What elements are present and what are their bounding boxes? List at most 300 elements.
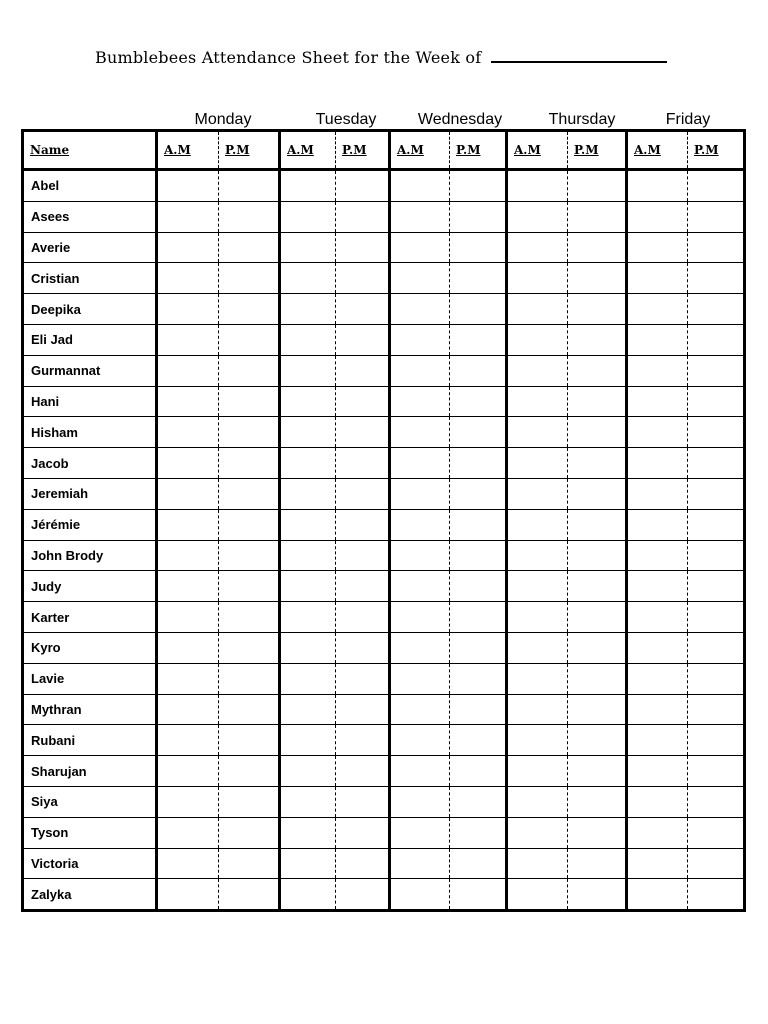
wednesday-am-attendance-cell[interactable] xyxy=(390,448,450,479)
friday-pm-attendance-cell[interactable] xyxy=(688,170,745,202)
thursday-am-attendance-cell[interactable] xyxy=(507,879,568,911)
tuesday-am-attendance-cell[interactable] xyxy=(280,448,336,479)
wednesday-pm-attendance-cell[interactable] xyxy=(450,879,507,911)
friday-am-header: A.M xyxy=(627,131,688,170)
table-row xyxy=(23,294,745,325)
wednesday-am-attendance-cell[interactable] xyxy=(390,540,450,571)
table-row xyxy=(23,632,745,663)
tuesday-pm-attendance-cell[interactable] xyxy=(336,478,390,509)
friday-pm-attendance-cell[interactable] xyxy=(688,725,745,756)
monday-pm-attendance-cell[interactable] xyxy=(219,540,280,571)
wednesday-pm-attendance-cell[interactable] xyxy=(450,170,507,202)
monday-am-attendance-cell[interactable] xyxy=(157,632,219,663)
tuesday-pm-attendance-cell[interactable] xyxy=(336,663,390,694)
wednesday-pm-attendance-cell[interactable] xyxy=(450,756,507,787)
student-name: Sharujan xyxy=(23,756,157,787)
thursday-pm-attendance-cell[interactable] xyxy=(568,725,627,756)
monday-am-attendance-cell[interactable] xyxy=(157,448,219,479)
friday-am-attendance-cell[interactable] xyxy=(627,355,688,386)
tuesday-pm-attendance-cell[interactable] xyxy=(336,786,390,817)
name-column-header: Name xyxy=(23,131,157,170)
tuesday-pm-attendance-cell[interactable] xyxy=(336,571,390,602)
thursday-pm-attendance-cell[interactable] xyxy=(568,448,627,479)
friday-am-attendance-cell[interactable] xyxy=(627,324,688,355)
thursday-pm-attendance-cell[interactable] xyxy=(568,201,627,232)
wednesday-am-attendance-cell[interactable] xyxy=(390,694,450,725)
attendance-table xyxy=(21,129,746,912)
friday-am-attendance-cell[interactable] xyxy=(627,602,688,633)
monday-am-attendance-cell[interactable] xyxy=(157,478,219,509)
monday-am-attendance-cell[interactable] xyxy=(157,817,219,848)
table-row xyxy=(23,540,745,571)
friday-pm-attendance-cell[interactable] xyxy=(688,448,745,479)
friday-pm-attendance-cell[interactable] xyxy=(688,786,745,817)
student-name: Jeremiah xyxy=(23,478,157,509)
wednesday-pm-attendance-cell[interactable] xyxy=(450,786,507,817)
monday-pm-attendance-cell[interactable] xyxy=(219,170,280,202)
wednesday-pm-attendance-cell[interactable] xyxy=(450,540,507,571)
student-name: Tyson xyxy=(23,817,157,848)
monday-am-attendance-cell[interactable] xyxy=(157,540,219,571)
student-name: Lavie xyxy=(23,663,157,694)
thursday-am-attendance-cell[interactable] xyxy=(507,694,568,725)
friday-pm-attendance-cell[interactable] xyxy=(688,417,745,448)
thursday-pm-header: P.M xyxy=(568,131,627,170)
friday-pm-attendance-cell[interactable] xyxy=(688,571,745,602)
thursday-pm-attendance-cell[interactable] xyxy=(568,263,627,294)
monday-am-attendance-cell[interactable] xyxy=(157,571,219,602)
wednesday-pm-attendance-cell[interactable] xyxy=(450,294,507,325)
student-name: Jacob xyxy=(23,448,157,479)
student-name: Karter xyxy=(23,602,157,633)
monday-pm-attendance-cell[interactable] xyxy=(219,232,280,263)
sheet-title xyxy=(95,48,667,67)
wednesday-am-attendance-cell[interactable] xyxy=(390,324,450,355)
tuesday-am-attendance-cell[interactable] xyxy=(280,571,336,602)
thursday-am-attendance-cell[interactable] xyxy=(507,602,568,633)
table-row xyxy=(23,263,745,294)
thursday-am-attendance-cell[interactable] xyxy=(507,725,568,756)
friday-am-attendance-cell[interactable] xyxy=(627,232,688,263)
thursday-am-attendance-cell[interactable] xyxy=(507,571,568,602)
friday-pm-attendance-cell[interactable] xyxy=(688,294,745,325)
monday-pm-attendance-cell[interactable] xyxy=(219,786,280,817)
wednesday-am-attendance-cell[interactable] xyxy=(390,263,450,294)
thursday-pm-attendance-cell[interactable] xyxy=(568,294,627,325)
wednesday-am-header: A.M xyxy=(390,131,450,170)
wednesday-am-attendance-cell[interactable] xyxy=(390,632,450,663)
monday-am-attendance-cell[interactable] xyxy=(157,201,219,232)
wednesday-pm-attendance-cell[interactable] xyxy=(450,448,507,479)
friday-pm-attendance-cell[interactable] xyxy=(688,540,745,571)
wednesday-am-attendance-cell[interactable] xyxy=(390,725,450,756)
thursday-pm-attendance-cell[interactable] xyxy=(568,540,627,571)
thursday-pm-attendance-cell[interactable] xyxy=(568,879,627,911)
monday-pm-attendance-cell[interactable] xyxy=(219,879,280,911)
friday-pm-attendance-cell[interactable] xyxy=(688,355,745,386)
wednesday-pm-attendance-cell[interactable] xyxy=(450,232,507,263)
student-name: John Brody xyxy=(23,540,157,571)
table-row xyxy=(23,448,745,479)
friday-am-attendance-cell[interactable] xyxy=(627,725,688,756)
tuesday-pm-attendance-cell[interactable] xyxy=(336,448,390,479)
monday-am-attendance-cell[interactable] xyxy=(157,725,219,756)
student-name: Victoria xyxy=(23,848,157,879)
thursday-pm-attendance-cell[interactable] xyxy=(568,355,627,386)
monday-pm-attendance-cell[interactable] xyxy=(219,756,280,787)
thursday-pm-attendance-cell[interactable] xyxy=(568,848,627,879)
tuesday-am-header: A.M xyxy=(280,131,336,170)
thursday-pm-attendance-cell[interactable] xyxy=(568,756,627,787)
monday-am-attendance-cell[interactable] xyxy=(157,294,219,325)
tuesday-am-attendance-cell[interactable] xyxy=(280,294,336,325)
wednesday-am-attendance-cell[interactable] xyxy=(390,663,450,694)
table-row xyxy=(23,417,745,448)
monday-am-attendance-cell[interactable] xyxy=(157,879,219,911)
friday-am-attendance-cell[interactable] xyxy=(627,786,688,817)
monday-pm-attendance-cell[interactable] xyxy=(219,848,280,879)
friday-pm-attendance-cell[interactable] xyxy=(688,602,745,633)
student-name: Hisham xyxy=(23,417,157,448)
monday-pm-attendance-cell[interactable] xyxy=(219,448,280,479)
tuesday-pm-attendance-cell[interactable] xyxy=(336,294,390,325)
thursday-am-attendance-cell[interactable] xyxy=(507,263,568,294)
friday-pm-header: P.M xyxy=(688,131,745,170)
friday-pm-attendance-cell[interactable] xyxy=(688,509,745,540)
wednesday-am-attendance-cell[interactable] xyxy=(390,602,450,633)
tuesday-am-attendance-cell[interactable] xyxy=(280,355,336,386)
friday-am-attendance-cell[interactable] xyxy=(627,663,688,694)
thursday-am-attendance-cell[interactable] xyxy=(507,232,568,263)
friday-pm-attendance-cell[interactable] xyxy=(688,201,745,232)
friday-am-attendance-cell[interactable] xyxy=(627,879,688,911)
friday-am-attendance-cell[interactable] xyxy=(627,294,688,325)
friday-am-attendance-cell[interactable] xyxy=(627,478,688,509)
tuesday-pm-header: P.M xyxy=(336,131,390,170)
table-row xyxy=(23,386,745,417)
tuesday-am-attendance-cell[interactable] xyxy=(280,478,336,509)
monday-pm-attendance-cell[interactable] xyxy=(219,417,280,448)
student-name: Gurmannat xyxy=(23,355,157,386)
table-row xyxy=(23,509,745,540)
monday-am-attendance-cell[interactable] xyxy=(157,417,219,448)
wednesday-pm-attendance-cell[interactable] xyxy=(450,694,507,725)
monday-pm-attendance-cell[interactable] xyxy=(219,201,280,232)
monday-pm-attendance-cell[interactable] xyxy=(219,571,280,602)
friday-am-attendance-cell[interactable] xyxy=(627,694,688,725)
wednesday-pm-attendance-cell[interactable] xyxy=(450,848,507,879)
thursday-pm-attendance-cell[interactable] xyxy=(568,417,627,448)
tuesday-am-attendance-cell[interactable] xyxy=(280,232,336,263)
thursday-am-attendance-cell[interactable] xyxy=(507,540,568,571)
tuesday-am-attendance-cell[interactable] xyxy=(280,694,336,725)
monday-am-attendance-cell[interactable] xyxy=(157,663,219,694)
monday-am-attendance-cell[interactable] xyxy=(157,509,219,540)
monday-pm-attendance-cell[interactable] xyxy=(219,602,280,633)
wednesday-am-attendance-cell[interactable] xyxy=(390,571,450,602)
thursday-am-attendance-cell[interactable] xyxy=(507,386,568,417)
monday-pm-attendance-cell[interactable] xyxy=(219,263,280,294)
day-label-monday: Monday xyxy=(194,111,252,128)
monday-pm-attendance-cell[interactable] xyxy=(219,632,280,663)
monday-am-attendance-cell[interactable] xyxy=(157,170,219,202)
table-row xyxy=(23,786,745,817)
student-name: Kyro xyxy=(23,632,157,663)
friday-am-attendance-cell[interactable] xyxy=(627,571,688,602)
tuesday-am-attendance-cell[interactable] xyxy=(280,786,336,817)
tuesday-pm-attendance-cell[interactable] xyxy=(336,417,390,448)
wednesday-pm-attendance-cell[interactable] xyxy=(450,663,507,694)
monday-am-attendance-cell[interactable] xyxy=(157,848,219,879)
monday-am-attendance-cell[interactable] xyxy=(157,602,219,633)
table-header-row xyxy=(23,131,745,170)
monday-pm-attendance-cell[interactable] xyxy=(219,294,280,325)
day-label-friday: Friday xyxy=(665,111,711,128)
monday-am-attendance-cell[interactable] xyxy=(157,386,219,417)
monday-pm-attendance-cell[interactable] xyxy=(219,509,280,540)
friday-am-attendance-cell[interactable] xyxy=(627,632,688,663)
thursday-pm-attendance-cell[interactable] xyxy=(568,509,627,540)
wednesday-pm-attendance-cell[interactable] xyxy=(450,602,507,633)
friday-pm-attendance-cell[interactable] xyxy=(688,879,745,911)
wednesday-am-attendance-cell[interactable] xyxy=(390,201,450,232)
wednesday-am-attendance-cell[interactable] xyxy=(390,756,450,787)
wednesday-pm-attendance-cell[interactable] xyxy=(450,509,507,540)
thursday-pm-attendance-cell[interactable] xyxy=(568,632,627,663)
tuesday-am-attendance-cell[interactable] xyxy=(280,417,336,448)
tuesday-pm-attendance-cell[interactable] xyxy=(336,848,390,879)
thursday-am-attendance-cell[interactable] xyxy=(507,417,568,448)
thursday-pm-attendance-cell[interactable] xyxy=(568,571,627,602)
student-name: Rubani xyxy=(23,725,157,756)
tuesday-am-attendance-cell[interactable] xyxy=(280,540,336,571)
wednesday-pm-attendance-cell[interactable] xyxy=(450,417,507,448)
monday-pm-attendance-cell[interactable] xyxy=(219,725,280,756)
tuesday-am-attendance-cell[interactable] xyxy=(280,602,336,633)
table-row xyxy=(23,170,745,202)
monday-pm-attendance-cell[interactable] xyxy=(219,817,280,848)
thursday-am-attendance-cell[interactable] xyxy=(507,786,568,817)
tuesday-pm-attendance-cell[interactable] xyxy=(336,725,390,756)
student-name: Eli Jad xyxy=(23,324,157,355)
student-name: Jérémie xyxy=(23,509,157,540)
tuesday-pm-attendance-cell[interactable] xyxy=(336,756,390,787)
monday-am-attendance-cell[interactable] xyxy=(157,694,219,725)
thursday-pm-attendance-cell[interactable] xyxy=(568,663,627,694)
friday-am-attendance-cell[interactable] xyxy=(627,417,688,448)
tuesday-am-attendance-cell[interactable] xyxy=(280,725,336,756)
wednesday-am-attendance-cell[interactable] xyxy=(390,232,450,263)
table-row xyxy=(23,355,745,386)
friday-am-attendance-cell[interactable] xyxy=(627,756,688,787)
monday-am-attendance-cell[interactable] xyxy=(157,355,219,386)
wednesday-pm-attendance-cell[interactable] xyxy=(450,571,507,602)
tuesday-am-attendance-cell[interactable] xyxy=(280,324,336,355)
table-row xyxy=(23,817,745,848)
monday-pm-header: P.M xyxy=(219,131,280,170)
tuesday-am-attendance-cell[interactable] xyxy=(280,756,336,787)
tuesday-am-attendance-cell[interactable] xyxy=(280,663,336,694)
thursday-pm-attendance-cell[interactable] xyxy=(568,602,627,633)
student-name: Asees xyxy=(23,201,157,232)
wednesday-am-attendance-cell[interactable] xyxy=(390,848,450,879)
table-row xyxy=(23,756,745,787)
tuesday-pm-attendance-cell[interactable] xyxy=(336,386,390,417)
thursday-pm-attendance-cell[interactable] xyxy=(568,232,627,263)
tuesday-am-attendance-cell[interactable] xyxy=(280,201,336,232)
tuesday-am-attendance-cell[interactable] xyxy=(280,263,336,294)
friday-pm-attendance-cell[interactable] xyxy=(688,848,745,879)
tuesday-pm-attendance-cell[interactable] xyxy=(336,509,390,540)
thursday-pm-attendance-cell[interactable] xyxy=(568,786,627,817)
thursday-am-attendance-cell[interactable] xyxy=(507,201,568,232)
monday-am-attendance-cell[interactable] xyxy=(157,786,219,817)
student-name: Zalyka xyxy=(23,879,157,911)
table-row xyxy=(23,694,745,725)
thursday-am-attendance-cell[interactable] xyxy=(507,663,568,694)
friday-am-attendance-cell[interactable] xyxy=(627,509,688,540)
tuesday-pm-attendance-cell[interactable] xyxy=(336,602,390,633)
table-row xyxy=(23,571,745,602)
friday-pm-attendance-cell[interactable] xyxy=(688,663,745,694)
wednesday-am-attendance-cell[interactable] xyxy=(390,786,450,817)
tuesday-pm-attendance-cell[interactable] xyxy=(336,170,390,202)
student-name: Hani xyxy=(23,386,157,417)
monday-pm-attendance-cell[interactable] xyxy=(219,694,280,725)
thursday-pm-attendance-cell[interactable] xyxy=(568,694,627,725)
table-row xyxy=(23,663,745,694)
friday-pm-attendance-cell[interactable] xyxy=(688,632,745,663)
tuesday-am-attendance-cell[interactable] xyxy=(280,170,336,202)
wednesday-am-attendance-cell[interactable] xyxy=(390,478,450,509)
monday-am-attendance-cell[interactable] xyxy=(157,756,219,787)
tuesday-pm-attendance-cell[interactable] xyxy=(336,263,390,294)
wednesday-pm-attendance-cell[interactable] xyxy=(450,263,507,294)
friday-am-attendance-cell[interactable] xyxy=(627,170,688,202)
friday-pm-attendance-cell[interactable] xyxy=(688,263,745,294)
wednesday-am-attendance-cell[interactable] xyxy=(390,386,450,417)
wednesday-pm-header: P.M xyxy=(450,131,507,170)
tuesday-pm-attendance-cell[interactable] xyxy=(336,355,390,386)
monday-am-attendance-cell[interactable] xyxy=(157,263,219,294)
thursday-am-attendance-cell[interactable] xyxy=(507,756,568,787)
tuesday-am-attendance-cell[interactable] xyxy=(280,848,336,879)
wednesday-am-attendance-cell[interactable] xyxy=(390,355,450,386)
wednesday-am-attendance-cell[interactable] xyxy=(390,817,450,848)
wednesday-am-attendance-cell[interactable] xyxy=(390,879,450,911)
thursday-pm-attendance-cell[interactable] xyxy=(568,817,627,848)
thursday-am-attendance-cell[interactable] xyxy=(507,848,568,879)
thursday-pm-attendance-cell[interactable] xyxy=(568,170,627,202)
wednesday-pm-attendance-cell[interactable] xyxy=(450,355,507,386)
friday-pm-attendance-cell[interactable] xyxy=(688,232,745,263)
friday-am-attendance-cell[interactable] xyxy=(627,448,688,479)
student-name: Mythran xyxy=(23,694,157,725)
friday-pm-attendance-cell[interactable] xyxy=(688,478,745,509)
thursday-pm-attendance-cell[interactable] xyxy=(568,478,627,509)
wednesday-pm-attendance-cell[interactable] xyxy=(450,324,507,355)
tuesday-pm-attendance-cell[interactable] xyxy=(336,324,390,355)
wednesday-pm-attendance-cell[interactable] xyxy=(450,478,507,509)
tuesday-am-attendance-cell[interactable] xyxy=(280,386,336,417)
tuesday-am-attendance-cell[interactable] xyxy=(280,879,336,911)
tuesday-pm-attendance-cell[interactable] xyxy=(336,232,390,263)
friday-pm-attendance-cell[interactable] xyxy=(688,756,745,787)
day-label-wednesday: Wednesday xyxy=(417,111,503,128)
friday-am-attendance-cell[interactable] xyxy=(627,540,688,571)
wednesday-pm-attendance-cell[interactable] xyxy=(450,817,507,848)
thursday-pm-attendance-cell[interactable] xyxy=(568,386,627,417)
wednesday-am-attendance-cell[interactable] xyxy=(390,170,450,202)
thursday-am-attendance-cell[interactable] xyxy=(507,448,568,479)
thursday-am-attendance-cell[interactable] xyxy=(507,817,568,848)
tuesday-am-attendance-cell[interactable] xyxy=(280,817,336,848)
friday-pm-attendance-cell[interactable] xyxy=(688,386,745,417)
tuesday-pm-attendance-cell[interactable] xyxy=(336,540,390,571)
monday-am-attendance-cell[interactable] xyxy=(157,324,219,355)
tuesday-am-attendance-cell[interactable] xyxy=(280,632,336,663)
monday-pm-attendance-cell[interactable] xyxy=(219,663,280,694)
table-row xyxy=(23,324,745,355)
friday-pm-attendance-cell[interactable] xyxy=(688,324,745,355)
week-date-blank xyxy=(491,49,667,63)
wednesday-pm-attendance-cell[interactable] xyxy=(450,632,507,663)
monday-pm-attendance-cell[interactable] xyxy=(219,324,280,355)
tuesday-pm-attendance-cell[interactable] xyxy=(336,879,390,911)
table-row xyxy=(23,725,745,756)
wednesday-am-attendance-cell[interactable] xyxy=(390,417,450,448)
tuesday-am-attendance-cell[interactable] xyxy=(280,509,336,540)
friday-am-attendance-cell[interactable] xyxy=(627,263,688,294)
thursday-am-attendance-cell[interactable] xyxy=(507,509,568,540)
thursday-am-attendance-cell[interactable] xyxy=(507,478,568,509)
tuesday-pm-attendance-cell[interactable] xyxy=(336,201,390,232)
friday-pm-attendance-cell[interactable] xyxy=(688,694,745,725)
table-row xyxy=(23,232,745,263)
monday-pm-attendance-cell[interactable] xyxy=(219,478,280,509)
friday-am-attendance-cell[interactable] xyxy=(627,201,688,232)
tuesday-pm-attendance-cell[interactable] xyxy=(336,817,390,848)
thursday-am-attendance-cell[interactable] xyxy=(507,355,568,386)
thursday-pm-attendance-cell[interactable] xyxy=(568,324,627,355)
thursday-am-attendance-cell[interactable] xyxy=(507,294,568,325)
monday-pm-attendance-cell[interactable] xyxy=(219,386,280,417)
day-label-tuesday: Tuesday xyxy=(315,111,377,128)
wednesday-am-attendance-cell[interactable] xyxy=(390,294,450,325)
thursday-am-attendance-cell[interactable] xyxy=(507,324,568,355)
wednesday-am-attendance-cell[interactable] xyxy=(390,509,450,540)
student-name: Judy xyxy=(23,571,157,602)
table-row xyxy=(23,848,745,879)
monday-am-attendance-cell[interactable] xyxy=(157,232,219,263)
student-name: Deepika xyxy=(23,294,157,325)
student-rows xyxy=(23,170,745,911)
table-row xyxy=(23,201,745,232)
friday-am-attendance-cell[interactable] xyxy=(627,386,688,417)
friday-pm-attendance-cell[interactable] xyxy=(688,817,745,848)
tuesday-pm-attendance-cell[interactable] xyxy=(336,632,390,663)
monday-pm-attendance-cell[interactable] xyxy=(219,355,280,386)
wednesday-pm-attendance-cell[interactable] xyxy=(450,201,507,232)
wednesday-pm-attendance-cell[interactable] xyxy=(450,725,507,756)
thursday-am-attendance-cell[interactable] xyxy=(507,632,568,663)
thursday-am-attendance-cell[interactable] xyxy=(507,170,568,202)
friday-am-attendance-cell[interactable] xyxy=(627,817,688,848)
wednesday-pm-attendance-cell[interactable] xyxy=(450,386,507,417)
tuesday-pm-attendance-cell[interactable] xyxy=(336,694,390,725)
friday-am-attendance-cell[interactable] xyxy=(627,848,688,879)
sheet-title-text: Bumblebees Attendance Sheet for the Week of xyxy=(95,48,482,67)
